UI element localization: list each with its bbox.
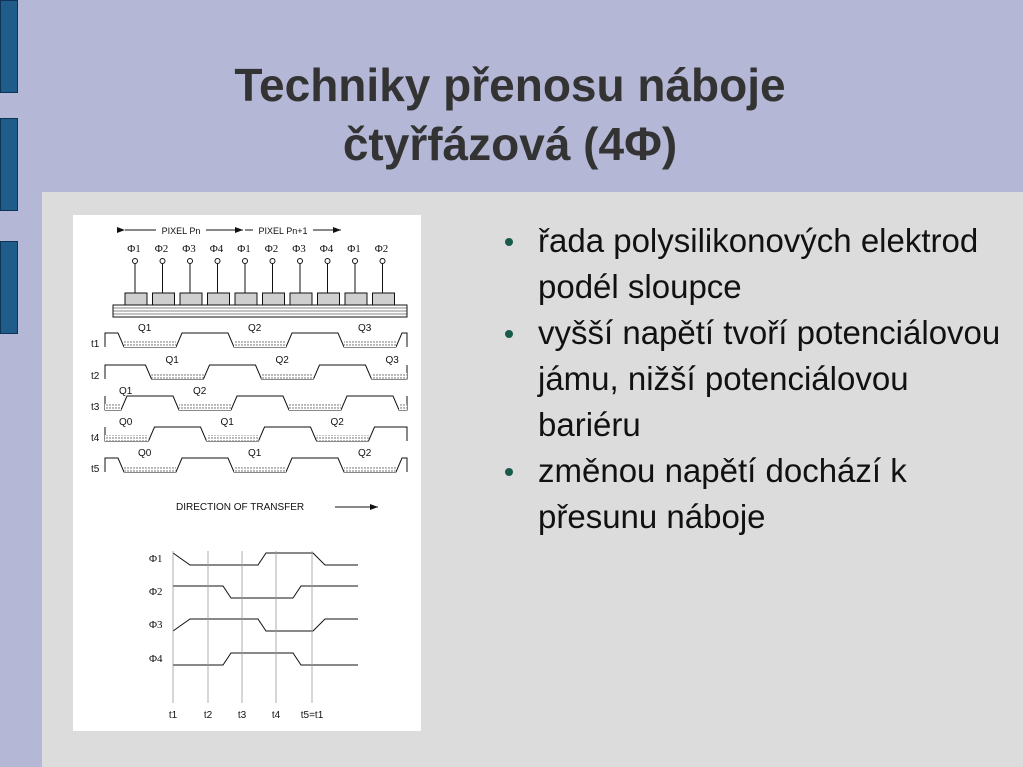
bullet-item — [505, 218, 1005, 310]
charge-packet — [262, 373, 314, 379]
charge-label: Q1 — [138, 323, 152, 334]
clock-waveform — [173, 619, 358, 631]
gate-electrode — [125, 293, 147, 305]
terminal-icon — [270, 259, 275, 264]
charge-packet — [124, 466, 176, 472]
clock-label: Φ4 — [149, 653, 163, 665]
charge-packet — [105, 435, 149, 441]
side-accent-bar — [0, 241, 18, 334]
gate-electrode — [263, 293, 285, 305]
charge-label: Q2 — [275, 355, 289, 366]
charge-label: Q2 — [358, 448, 372, 459]
charge-label: Q2 — [248, 323, 262, 334]
time-row-label: t2 — [91, 371, 100, 382]
charge-packet — [289, 404, 341, 410]
charge-label: Q1 — [119, 386, 133, 397]
gate-electrode — [180, 293, 202, 305]
phase-label: Φ3 — [292, 243, 306, 255]
time-marker-label: t5=t1 — [300, 710, 324, 721]
phase-label: Φ2 — [264, 243, 279, 255]
potential-profile — [105, 365, 407, 379]
phase-label: Φ1 — [347, 243, 361, 255]
phase-label: Φ1 — [127, 243, 141, 255]
phase-label: Φ1 — [237, 243, 251, 255]
charge-label: Q1 — [220, 417, 234, 428]
side-accent-bar — [0, 118, 18, 211]
bullet-item — [505, 448, 1005, 540]
charge-packet — [179, 404, 231, 410]
phase-label: Φ4 — [319, 243, 334, 255]
terminal-icon — [160, 259, 165, 264]
charge-packet — [105, 404, 121, 410]
clock-waveform — [173, 586, 358, 598]
time-row-label: t1 — [91, 339, 100, 350]
clock-waveform — [173, 653, 358, 665]
charge-label: Q0 — [138, 448, 152, 459]
bullet-item — [505, 310, 1005, 448]
side-accent-bar — [0, 0, 18, 93]
charge-label: Q3 — [358, 323, 372, 334]
charge-label: Q0 — [119, 417, 133, 428]
gate-electrode — [318, 293, 340, 305]
gate-electrode — [373, 293, 395, 305]
charge-label: Q1 — [248, 448, 262, 459]
direction-of-transfer — [176, 502, 378, 513]
time-marker-label: t1 — [168, 710, 178, 721]
time-row-label: t3 — [91, 402, 100, 413]
bullet-dot-icon — [505, 468, 513, 476]
bullet-text: řada polysilikonových elektrod podél sloupce — [538, 222, 979, 305]
bullet-text: změnou napětí dochází k přesunu náboje — [538, 452, 907, 535]
terminal-icon — [188, 259, 193, 264]
direction-label: DIRECTION OF TRANSFER — [176, 502, 305, 513]
gate-electrode — [345, 293, 367, 305]
time-marker-label: t2 — [203, 710, 213, 721]
pixel-label: PIXEL Pn — [161, 226, 201, 236]
slide-title-line1: Techniky přenosu náboje — [234, 59, 786, 111]
charge-packet — [344, 466, 396, 472]
terminal-icon — [133, 259, 138, 264]
clock-label: Φ2 — [149, 586, 163, 598]
time-row-label: t5 — [91, 464, 100, 475]
charge-packet — [124, 341, 176, 347]
time-marker-label: t4 — [271, 710, 281, 721]
potential-profile — [105, 396, 407, 410]
charge-packet — [399, 404, 407, 410]
clock-waveform — [173, 553, 358, 565]
gate-electrode — [153, 293, 175, 305]
charge-packet — [207, 435, 259, 441]
terminal-icon — [325, 259, 330, 264]
charge-label: Q3 — [385, 355, 399, 366]
gate-electrode — [290, 293, 312, 305]
phase-label: Φ4 — [209, 243, 224, 255]
electrode-row — [125, 243, 395, 305]
bullet-dot-icon — [505, 238, 513, 246]
pixel-header — [125, 226, 341, 236]
gate-electrode — [208, 293, 230, 305]
potential-wells — [91, 323, 407, 475]
charge-packet — [152, 373, 204, 379]
time-row-label: t4 — [91, 433, 100, 444]
charge-label: Q1 — [165, 355, 179, 366]
terminal-icon — [380, 259, 385, 264]
substrate — [113, 305, 407, 317]
terminal-icon — [298, 259, 303, 264]
terminal-icon — [353, 259, 358, 264]
charge-label: Q2 — [193, 386, 207, 397]
bullet-dot-icon — [505, 330, 513, 338]
phase-label: Φ2 — [374, 243, 389, 255]
terminal-icon — [215, 259, 220, 264]
charge-packet — [317, 435, 369, 441]
clock-label: Φ3 — [149, 619, 163, 631]
slide-title — [60, 56, 960, 174]
bullet-text: vyšší napětí tvoří potenciálovou jámu, nižší potenciálovou bariéru — [538, 314, 1001, 443]
charge-packet — [372, 373, 408, 379]
slide-title-line2: čtyřfázová (4Φ) — [342, 118, 678, 170]
phase-label: Φ2 — [154, 243, 169, 255]
terminal-icon — [243, 259, 248, 264]
pixel-label: PIXEL Pn+1 — [258, 226, 308, 236]
ccd-diagram — [73, 215, 421, 731]
clock-label: Φ1 — [149, 553, 163, 565]
time-marker-label: t3 — [237, 710, 247, 721]
ccd-diagram-svg — [73, 215, 421, 731]
charge-packet — [344, 341, 396, 347]
gate-electrode — [235, 293, 257, 305]
charge-label: Q2 — [330, 417, 344, 428]
charge-packet — [234, 341, 286, 347]
clock-timing-diagram — [149, 551, 358, 721]
phase-label: Φ3 — [182, 243, 196, 255]
charge-packet — [234, 466, 286, 472]
bullet-list — [505, 218, 1005, 540]
